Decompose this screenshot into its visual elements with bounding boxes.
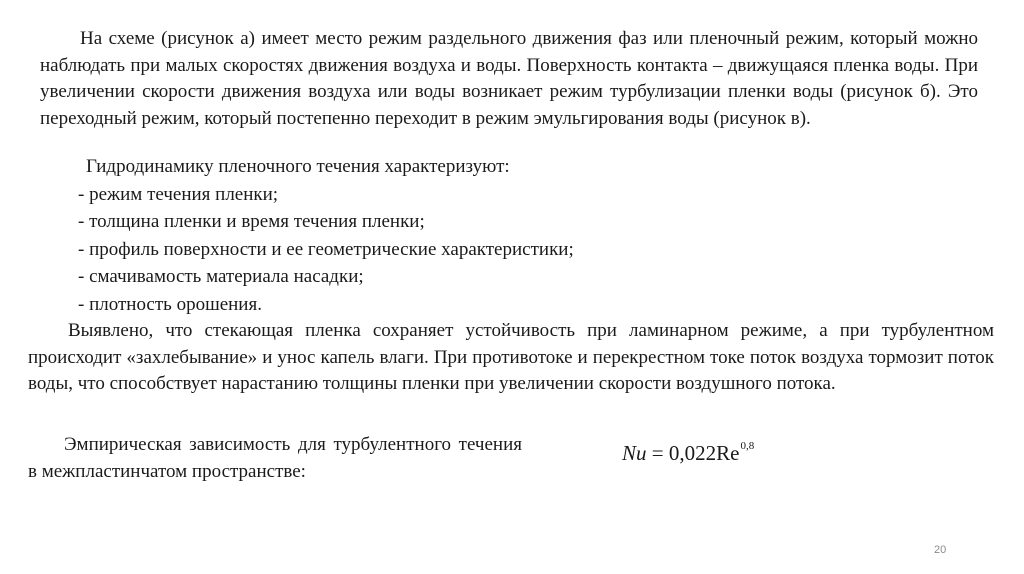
formula-exponent: 0,8	[740, 440, 755, 452]
list-item: - плотность орошения.	[78, 293, 262, 315]
list-item: - режим течения пленки;	[78, 183, 279, 205]
formula-lhs: Nu	[622, 441, 647, 465]
hydrodynamics-lead: Гидродинамику пленочного течения характеризуют:	[86, 156, 510, 177]
formula-coefficient: 0,022	[668, 441, 717, 465]
formula-base: Re	[716, 441, 740, 465]
list-item: - профиль поверхности и ее геометрические характеристики;	[78, 238, 574, 260]
nusselt-formula	[622, 440, 754, 466]
list-item: - смачивамость материала насадки;	[78, 266, 364, 287]
paragraph-film-regime: На схеме (рисунок а) имеет место режим раздельного движения фаз или пленочный режим, который можно наблюдать при малых скоростях движения воздуха и воды. Поверхность контакта – движущаяся пленка воды. При увеличении скорости движения воздуха или воды возникает режим турбулизации пленки воды (рисунок б). Это переходный режим, который постепенно переходит в режим эмульгирования воды (рисунок в).	[40, 28, 978, 129]
paragraph-empirical-dependence: Эмпирическая зависимость для турбулентного течения в межпластинчатом пространстве:	[28, 434, 522, 482]
hydrodynamics-list-block	[78, 154, 878, 318]
formula-equals: =	[651, 441, 664, 465]
list-item: - толщина пленки и время течения пленки;	[78, 211, 425, 232]
paragraph-film-stability: Выявлено, что стекающая пленка сохраняет устойчивость при ламинарном режиме, а при турбулентном происходит «захлебывание» и унос капель влаги. При противотоке и перекрестном токе поток воздуха тормозит поток воды, что способствует нарастанию толщины пленки при увеличении скорости воздушного потока.	[28, 320, 994, 394]
page-number: 20	[934, 544, 947, 556]
